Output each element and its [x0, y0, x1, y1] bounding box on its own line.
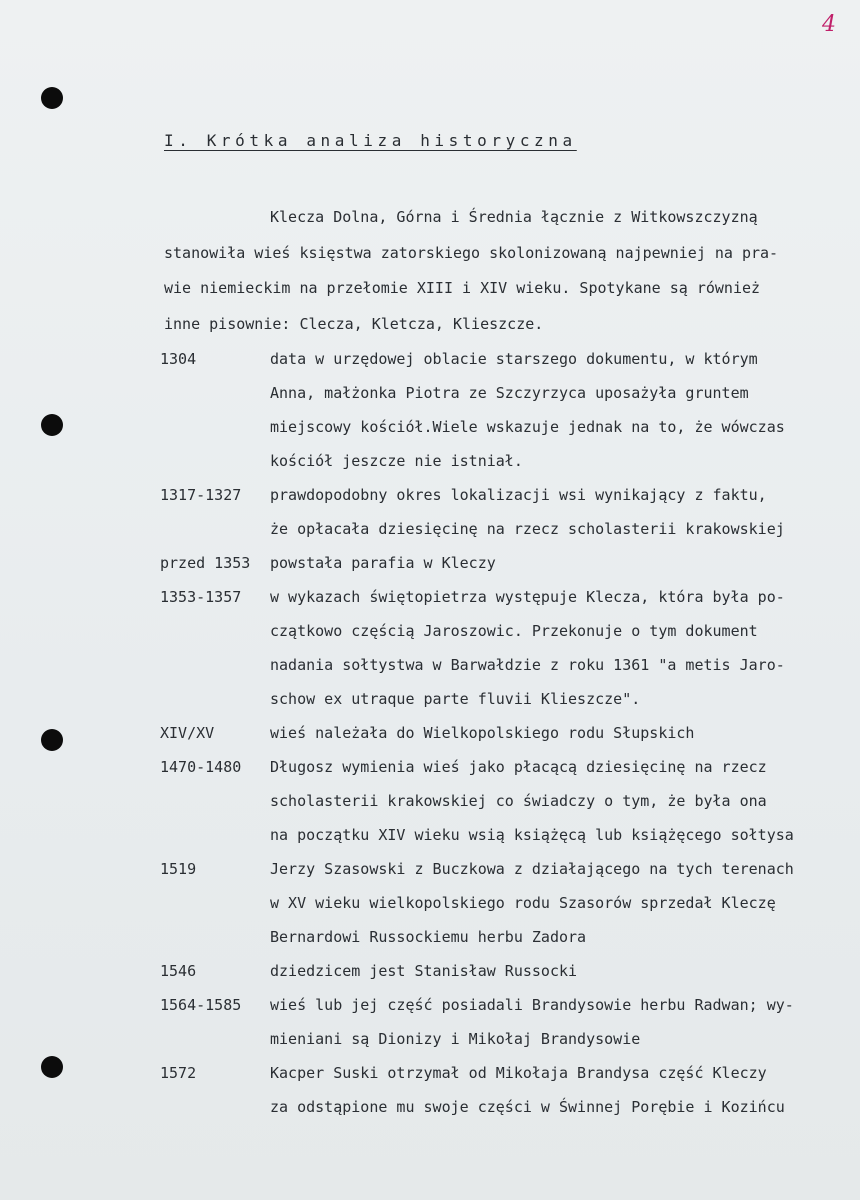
- text-line: Bernardowi Russockiemu herbu Zadora: [270, 928, 587, 946]
- chronology-entry: [160, 1056, 860, 1124]
- punch-hole: [41, 729, 63, 751]
- text-line: wie niemieckim na przełomie XIII i XIV wieku. Spotykane są również: [164, 279, 761, 297]
- text-line: nadania sołtystwa w Barwałdzie z roku 1361 "a metis Jaro-: [270, 656, 785, 674]
- entry-date: 1546: [160, 962, 197, 980]
- text-line: inne pisownie: Clecza, Kletcza, Klieszcze.: [164, 314, 544, 333]
- text-line: czątkowo częścią Jaroszowic. Przekonuje o tym dokument: [270, 622, 758, 640]
- entry-date: 1519: [160, 860, 197, 878]
- entry-date: 1353-1357: [160, 588, 242, 606]
- section-title: I. Krótka analiza historyczna: [164, 131, 577, 150]
- chronology-entry: [160, 750, 860, 852]
- entry-date: 1317-1327: [160, 486, 242, 504]
- entry-date: 1470-1480: [160, 758, 242, 776]
- text-line: schow ex utraque parte fluvii Klieszcze".: [270, 690, 641, 708]
- text-line: miejscowy kościół.Wiele wskazuje jednak na to, że wówczas: [270, 418, 785, 436]
- chronology-entry: [160, 954, 860, 988]
- entry-text: [270, 954, 860, 988]
- chronology-entry: [160, 580, 860, 716]
- entry-text: [270, 988, 860, 1056]
- text-line: scholasterii krakowskiej co świadczy o tym, że była ona: [270, 792, 767, 810]
- text-line: mieniani są Dionizy i Mikołaj Brandysowie: [270, 1030, 641, 1048]
- chronology-entry: [160, 852, 860, 954]
- text-line: Kacper Suski otrzymał od Mikołaja Brandysa część Kleczy: [270, 1064, 767, 1082]
- entry-text: [270, 716, 860, 750]
- text-line: za odstąpione mu swoje części w Świnnej Porębie i Kozińcu: [270, 1098, 785, 1116]
- text-line: w XV wieku wielkopolskiego rodu Szasorów sprzedał Kleczę: [270, 894, 776, 912]
- text-line: prawdopodobny okres lokalizacji wsi wynikający z faktu,: [270, 486, 767, 504]
- punch-hole: [41, 1056, 63, 1078]
- entry-text: [270, 478, 860, 546]
- text-line: na początku XIV wieku wsią książęcą lub książęcego sołtysa: [270, 826, 794, 844]
- punch-hole: [41, 87, 63, 109]
- entry-date: 1564-1585: [160, 996, 242, 1014]
- chronology-list: [160, 342, 860, 1124]
- text-line: wieś lub jej część posiadali Brandysowie herbu Radwan; wy-: [270, 996, 794, 1014]
- chronology-entry: [160, 716, 860, 750]
- entry-text: [270, 750, 860, 852]
- text-line: Jerzy Szasowski z Buczkowa z działającego na tych terenach: [270, 860, 794, 878]
- entry-text: [270, 580, 860, 716]
- chronology-entry: [160, 342, 860, 478]
- entry-date: XIV/XV: [160, 724, 215, 742]
- text-line: Długosz wymienia wieś jako płacącą dziesięcinę na rzecz: [270, 758, 767, 776]
- text-line: Klecza Dolna, Górna i Średnia łącznie z Witkowszczyzną: [270, 208, 758, 226]
- entry-date: 1572: [160, 1064, 197, 1082]
- chronology-entry: [160, 478, 860, 546]
- entry-date: 1304: [160, 350, 197, 368]
- entry-text: [270, 852, 860, 954]
- text-line: wieś należała do Wielkopolskiego rodu Słupskich: [270, 724, 695, 742]
- entry-date: przed 1353: [160, 554, 251, 572]
- text-line: Anna, małżonka Piotra ze Szczyrzyca uposażyła gruntem: [270, 384, 749, 402]
- text-line: data w urzędowej oblacie starszego dokumentu, w którym: [270, 350, 758, 368]
- punch-hole: [41, 414, 63, 436]
- text-line: że opłacała dziesięcinę na rzecz scholasterii krakowskiej: [270, 520, 785, 538]
- page-number: 4: [822, 12, 836, 37]
- text-line: w wykazach świętopietrza występuje Klecza, która była po-: [270, 588, 785, 606]
- text-line: kościół jeszcze nie istniał.: [270, 452, 523, 470]
- text-line: stanowiła wieś księstwa zatorskiego skolonizowaną najpewniej na pra-: [164, 243, 779, 262]
- text-line: dziedzicem jest Stanisław Russocki: [270, 962, 578, 980]
- entry-text: [270, 342, 860, 478]
- entry-text: [270, 1056, 860, 1124]
- intro-paragraph: [164, 200, 854, 342]
- chronology-entry: [160, 546, 860, 580]
- entry-text: [270, 546, 860, 580]
- chronology-entry: [160, 988, 860, 1056]
- text-line: powstała parafia w Kleczy: [270, 554, 496, 572]
